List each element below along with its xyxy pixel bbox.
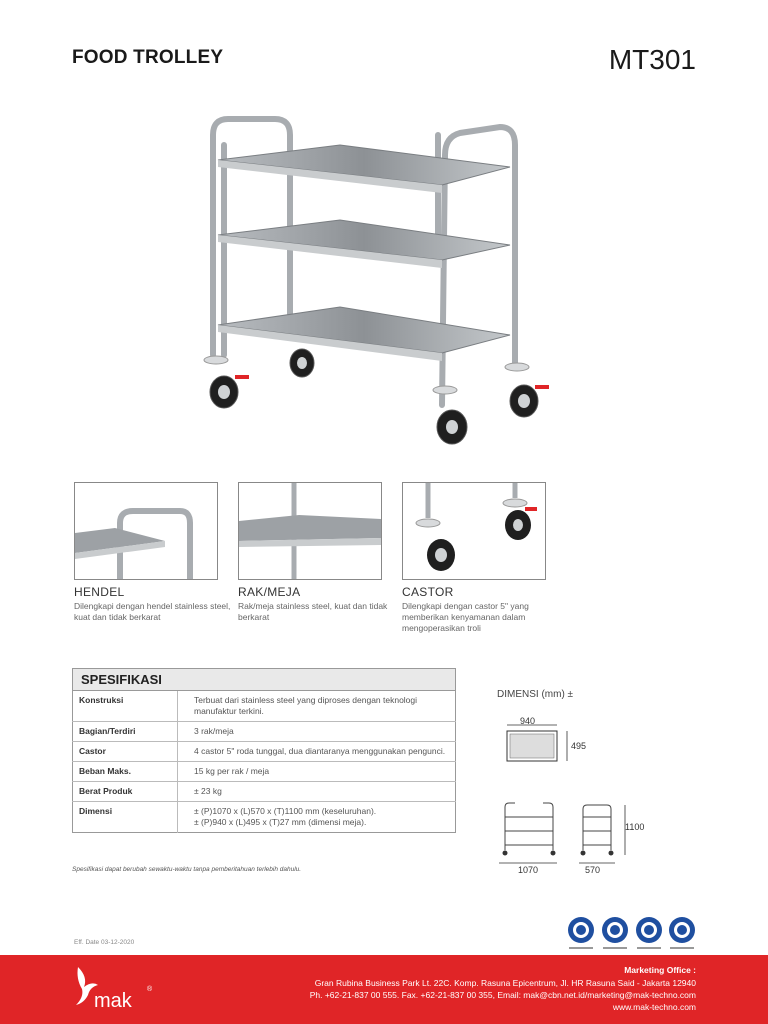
spec-value-line: ± (P)940 x (L)495 x (T)27 mm (dimensi meja).: [194, 817, 367, 827]
product-title: FOOD TROLLEY: [72, 47, 224, 68]
feature-title-hendel: HENDEL: [74, 585, 125, 599]
dimension-height: 1100: [625, 822, 645, 832]
castor-detail-image: [402, 482, 546, 580]
spec-disclaimer: Spesifikasi dapat berubah sewaktu-waktu tanpa pemberitahuan terlebih dahulu.: [72, 866, 302, 873]
dimension-title: DIMENSI (mm) ±: [497, 689, 574, 700]
dimension-top-width: 940: [520, 716, 536, 726]
spec-value: 3 rak/meja: [178, 722, 456, 742]
trolley-product-image: [180, 105, 620, 465]
dimension-top-depth: 495: [571, 741, 587, 751]
feature-desc-rak: Rak/meja stainless steel, kuat dan tidak berkarat: [238, 601, 388, 622]
brand-registered-mark: ®: [147, 986, 153, 993]
spec-label: Berat Produk: [73, 782, 178, 802]
table-row: [73, 691, 456, 722]
spec-label: Dimensi: [73, 802, 178, 833]
spec-label: Castor: [73, 742, 178, 762]
certification-badge: [599, 915, 631, 955]
office-address: Gran Rubina Business Park Lt. 22C. Komp. Rasuna Epicentrum, Jl. HR Rasuna Said - Jakarta 12940: [314, 978, 696, 988]
product-code: MT301: [608, 44, 696, 75]
feature-desc-hendel: Dilengkapi dengan hendel stainless steel, kuat dan tidak berkarat: [74, 601, 231, 622]
table-row: [73, 782, 456, 802]
shelf-detail-image: [238, 482, 382, 580]
handle-detail-image: [74, 482, 218, 580]
table-row: [73, 742, 456, 762]
office-contact: Ph. +62-21-837 00 555. Fax. +62-21-837 00 355, Email: mak@cbn.net.id/marketing@mak-techno.com: [309, 990, 696, 1000]
feature-desc-castor: Dilengkapi dengan castor 5" yang memberikan kenyamanan dalam mengoperasikan troli: [402, 601, 529, 633]
spec-value: [178, 802, 456, 833]
effective-date: Eff. Date 03-12-2020: [74, 939, 135, 946]
spec-value: Terbuat dari stainless steel yang diproses dengan teknologi manufaktur terkini.: [178, 691, 456, 722]
dimension-length: 1070: [518, 865, 539, 875]
feature-title-rak: RAK/MEJA: [238, 585, 301, 599]
spec-value: 4 castor 5" roda tunggal, dua diantaranya menggunakan pengunci.: [178, 742, 456, 762]
certification-badge: [565, 915, 597, 955]
spec-heading: SPESIFIKASI: [73, 669, 456, 691]
spec-value: ± 23 kg: [178, 782, 456, 802]
table-row: [73, 762, 456, 782]
brand-logo-text: mak: [94, 990, 132, 1012]
spec-value: 15 kg per rak / meja: [178, 762, 456, 782]
certification-badge: [666, 915, 698, 955]
marketing-office-label: Marketing Office :: [624, 965, 696, 975]
table-row: [73, 802, 456, 833]
spec-table: [72, 668, 456, 833]
spec-label: Konstruksi: [73, 691, 178, 722]
certification-badge: [633, 915, 665, 955]
spec-label: Beban Maks.: [73, 762, 178, 782]
dimension-width: 570: [585, 865, 601, 875]
feature-title-castor: CASTOR: [402, 585, 454, 599]
website-link[interactable]: www.mak-techno.com: [612, 1002, 696, 1012]
table-row: [73, 722, 456, 742]
spec-label: Bagian/Terdiri: [73, 722, 178, 742]
spec-value-line: ± (P)1070 x (L)570 x (T)1100 mm (keseluruhan).: [194, 806, 377, 816]
